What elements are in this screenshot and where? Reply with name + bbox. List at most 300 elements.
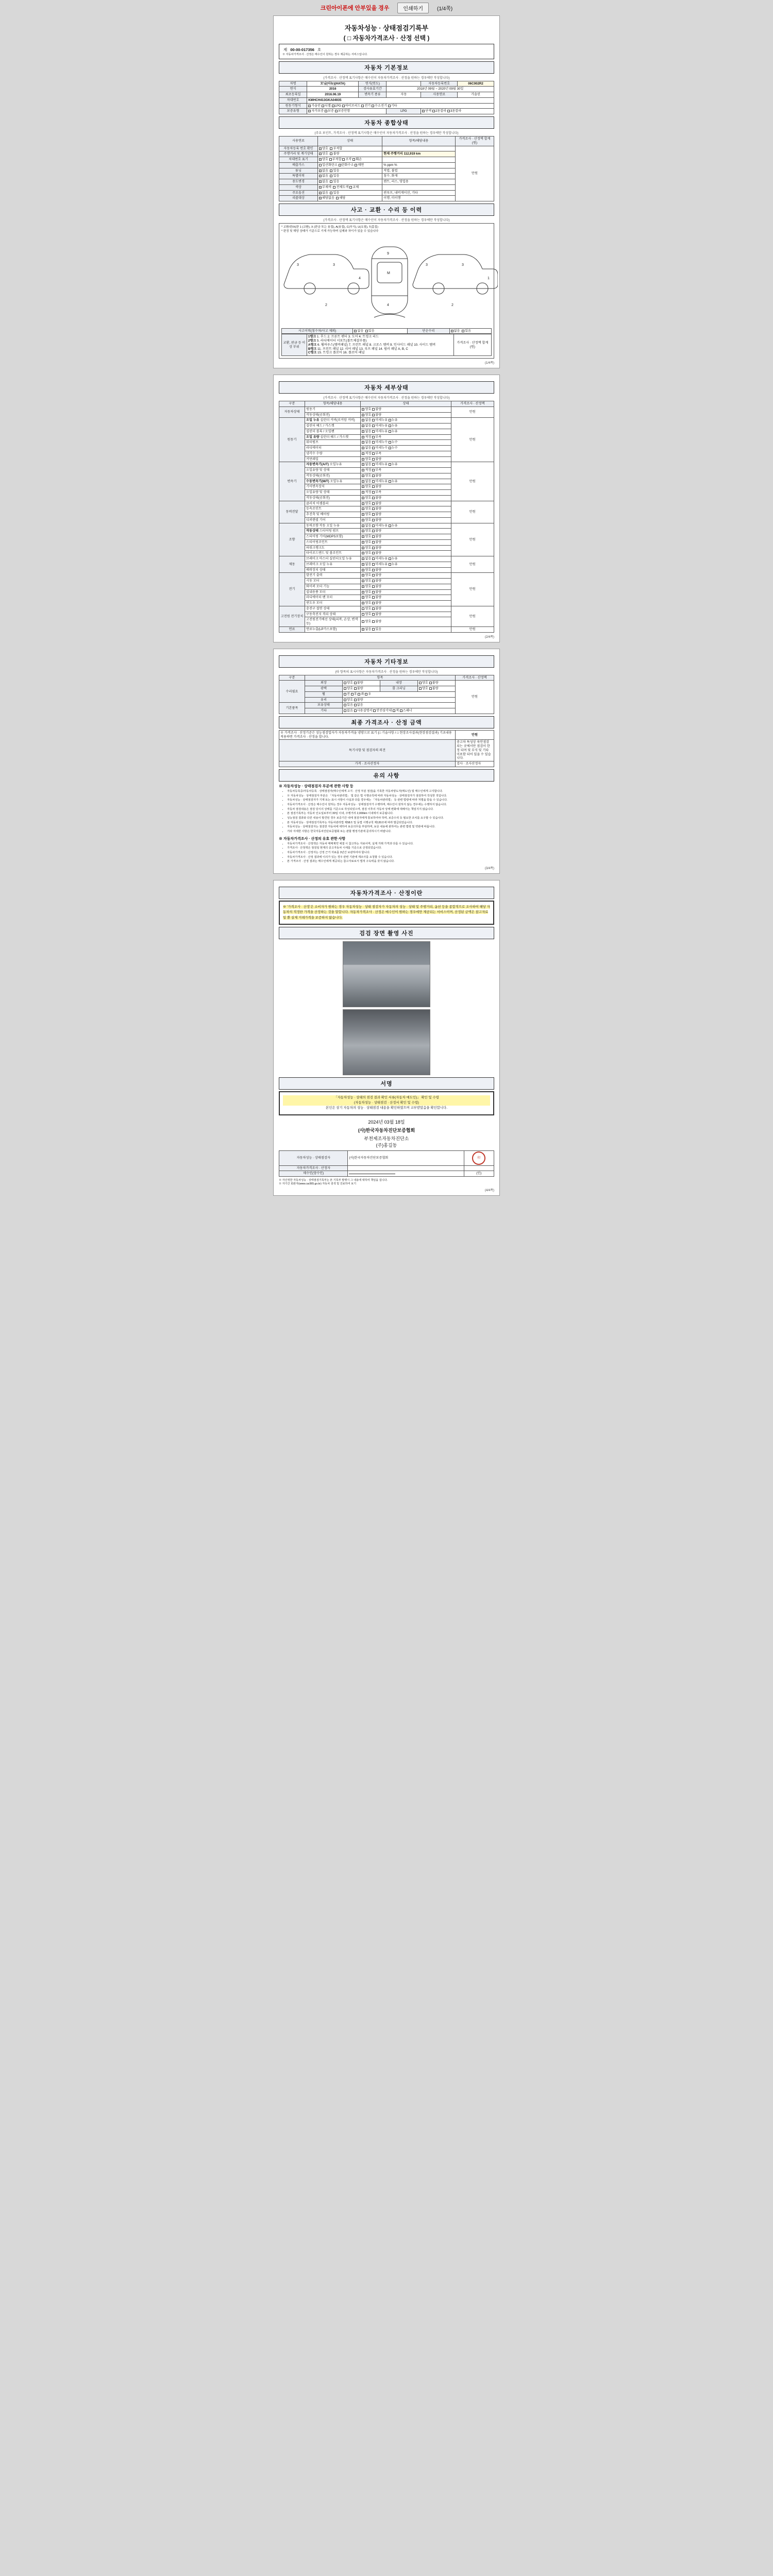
signature-company: (사)한국자동차진단보증협회 bbox=[358, 1127, 415, 1133]
row-options[interactable]: 없음 있음 bbox=[361, 626, 451, 632]
row-options[interactable]: 없음 미세누유 누유 bbox=[361, 479, 451, 484]
row-label: 추진축 및 베어링 bbox=[305, 512, 361, 518]
section-accident-note: (가격조사 · 산정액 표기사항은 매수인이 자동차가격조사 · 산정을 원하는 경우에만 작성합니다) bbox=[323, 219, 450, 223]
price-cell: 만원 bbox=[451, 406, 494, 418]
row-options[interactable]: 무채색 전체도색 교체 bbox=[318, 184, 382, 190]
parts-group: B랭크 11. 프런트 패널 12. 리어 패널 13. 루프 패널 14. 필러 패널 A, B, C bbox=[308, 347, 408, 351]
etc-table bbox=[279, 675, 494, 714]
row-label: 차대번호 표기 bbox=[279, 157, 318, 163]
caution-item: • 본 가격조사 · 산정 결과는 매수인에게 제공되는 참고자료로서 법적 구속력을 갖지 않습니다. bbox=[287, 860, 494, 864]
parts-group: 2랭크 5. 라디에이터 서포트(볼트체결부품) bbox=[308, 339, 367, 343]
seal-icon: 印 bbox=[472, 1151, 485, 1165]
row-options[interactable]: 없음 미세누유 누유 bbox=[361, 562, 451, 567]
row-options[interactable]: 없음 미세누유 누유 bbox=[361, 462, 451, 468]
signature-footer: ※ 자산정한 자동차성능 · 상태점검기록부는 본 기록부 발행시 그 내용에 대하여 책임을 집니다. bbox=[279, 1179, 388, 1182]
section-overall-note: (주요 포인트, 가격조사 · 산정액 표기사항은 매수인이 자동차가격조사 · 산정을 원하는 경우에만 작성합니다) bbox=[314, 132, 459, 135]
photo-area bbox=[279, 941, 494, 1075]
section-total-title: 최종 가격조사 · 산정 금액 bbox=[279, 716, 494, 728]
row-label: 자동차성능 · 상태점검자 bbox=[279, 1150, 348, 1165]
row-label: 오일 유량 실린더 헤드 / 가스켓 bbox=[305, 434, 361, 440]
warranty-options bbox=[307, 109, 386, 114]
cell-value: 자동 bbox=[386, 92, 421, 98]
row-label: 작동상태 스티어링 펌프 bbox=[305, 529, 361, 534]
section-detail-title: 자동차 세부상태 bbox=[279, 381, 494, 394]
col-header: 가격조사 · 산정액 bbox=[451, 401, 494, 407]
group-label: 전기 bbox=[279, 573, 305, 606]
row-options[interactable]: 양호 부적합 조작 훼손 bbox=[318, 157, 382, 163]
row-label: 내장 bbox=[380, 681, 417, 686]
row-options[interactable]: 양호 불량 bbox=[361, 512, 451, 518]
row-options[interactable]: 양호 불량 bbox=[361, 406, 451, 412]
row-label: 동력조향 작동 오일 누유 bbox=[305, 523, 361, 529]
car-outline-graphic bbox=[281, 234, 492, 327]
col-header: 사용연료 bbox=[279, 137, 318, 146]
fuel-opt[interactable]: 수소전기 bbox=[372, 104, 387, 108]
cell-label: 최초등록일 bbox=[279, 92, 307, 98]
parts-legend-title: 교환, 판금 등 이상 부위 bbox=[282, 334, 307, 356]
group-label: 자동차상태 bbox=[279, 406, 305, 418]
row-options[interactable]: 양호 불량 bbox=[361, 501, 451, 506]
row-options[interactable]: 양호 불량 bbox=[343, 697, 456, 703]
fuel-opt[interactable]: 하이브리드 bbox=[342, 104, 361, 108]
row-label: 보유상태 bbox=[305, 703, 343, 708]
doc-scope-note: ※ 자동차가격조사 · 산정은 매수인이 원하는 경우 제공하는 서비스입니다. bbox=[282, 53, 368, 56]
row-label: 클러치 어셈블리 bbox=[305, 501, 361, 506]
caution-item: • 자동차가격조사 · 산정자는 산정 근거 자료를 3년간 보관하여야 합니다. bbox=[287, 851, 494, 855]
parts-legend-body bbox=[307, 334, 453, 356]
row-options[interactable]: 양호 불량 bbox=[361, 545, 451, 551]
row-label: 기타 bbox=[305, 708, 343, 714]
row-options[interactable]: 양호 불량 bbox=[361, 589, 451, 595]
signature-org-sub: (주)홍길동 bbox=[376, 1142, 397, 1148]
row-options[interactable]: 양호 불량 bbox=[361, 412, 451, 418]
row-label: 라디에이터 bbox=[305, 446, 361, 451]
caution-list bbox=[284, 842, 494, 864]
row-options[interactable]: 양호 불량 bbox=[318, 151, 382, 157]
row-detail: 렌트, 리스, 영업용 bbox=[382, 179, 456, 185]
row-options[interactable]: 양호 불량 bbox=[361, 506, 451, 512]
price-cell: 만원 bbox=[451, 573, 494, 606]
row-label: 기어변속장치 bbox=[305, 484, 361, 490]
row-label: 충전구 절연 상태 bbox=[305, 606, 361, 612]
cell-label: 원동기형식 bbox=[279, 103, 307, 109]
row-options[interactable]: 없음 미세누유 누유 bbox=[361, 423, 451, 429]
row-label: 매수인(양수인) bbox=[279, 1171, 348, 1177]
row-options[interactable]: 양호 불량 bbox=[343, 686, 380, 692]
top-toolbar bbox=[0, 0, 773, 15]
overall-table bbox=[279, 136, 494, 201]
seal-stamp bbox=[464, 1150, 494, 1165]
row-detail bbox=[382, 146, 456, 151]
parts-group: A랭크 6. 휠하우스(멤버패널) 7. 프런트 패널 8. 크로스 멤버 9. 인사이드 패널 10. 사이드 멤버 bbox=[308, 343, 436, 347]
car-diagram-svg bbox=[281, 234, 498, 327]
row-value bbox=[348, 1165, 464, 1171]
row-label: 발전기 출력 bbox=[305, 573, 361, 579]
row-options[interactable]: 양호 불량 bbox=[361, 551, 451, 556]
row-label: 등속조인트 bbox=[305, 506, 361, 512]
color-opt[interactable]: 3톤칼라 bbox=[447, 109, 461, 113]
top-warning-text: 크린아이폰에 안부있을 경우 bbox=[320, 5, 390, 11]
row-label: 용도변경 bbox=[279, 179, 318, 185]
row-label: 디퍼렌셜 기어 bbox=[305, 517, 361, 523]
cell-value bbox=[386, 81, 421, 87]
page-footer: (2/4쪽) bbox=[484, 635, 494, 639]
row-options[interactable]: 양호 불량 bbox=[361, 495, 451, 501]
row-options[interactable]: 양호 불량 bbox=[361, 534, 451, 540]
row-options[interactable]: 없음 있음 bbox=[318, 168, 382, 174]
fuel-opt[interactable]: 전기 bbox=[361, 104, 371, 108]
row-label: 룸 크리닝 bbox=[380, 686, 417, 692]
inspection-photo-1 bbox=[343, 941, 430, 1007]
svg-text:2: 2 bbox=[325, 303, 327, 307]
section-signature-title: 서명 bbox=[279, 1077, 494, 1090]
page-2 bbox=[273, 375, 500, 642]
row-label: 브레이크 마스터 실린더오일 누유 bbox=[305, 556, 361, 562]
row-detail bbox=[382, 184, 456, 190]
row-options[interactable]: 양호 불량 bbox=[361, 595, 451, 601]
row-options[interactable]: 일산화탄소 탄화수소 매연 bbox=[318, 162, 382, 168]
caution-item: • 성능점검 결과와 다른 내용이 발견된 경우 보증기간 내에 점검자에게 통보하여야 하며, 보증수리 등 필요한 조치를 요구할 수 있습니다. bbox=[287, 817, 494, 821]
row-options[interactable]: 양호 불량 bbox=[361, 517, 451, 523]
diagram-legend-1: * 교환/판/X(판 1 (교환), X (판금 또는 용접), A(용접), C(부식), U(요철), T(흠집) bbox=[281, 226, 378, 229]
group-label: 동력전달 bbox=[279, 501, 305, 523]
doc-number-value: 00-00-017356 bbox=[290, 47, 314, 52]
cell-label: 차대번호 bbox=[279, 97, 307, 103]
accident-history-table bbox=[281, 328, 492, 334]
price-cell: 만원 bbox=[451, 462, 494, 501]
row-detail: % ppm % bbox=[382, 162, 456, 168]
cell-label: 검사유효기간 bbox=[359, 87, 386, 92]
row-options[interactable]: 양호 불량 bbox=[361, 529, 451, 534]
fuel-opt[interactable]: LPG bbox=[332, 104, 341, 108]
signature-notice-line: 「자동차성능 · 상태의 점검 결과 확인 서류(자동차 매도인)」 확인 및 수령 bbox=[283, 1095, 490, 1100]
total-note: ※ 가격조사 · 산정기준은 성능점검업자가 자동차가격을 냉방으로 표기 (□ 기술사항 / □ 현장조사결과(현장점검결과) 기초내용 적용하면 가격조사 · 산정을 합니다. bbox=[279, 730, 456, 740]
caution-item: • 기타 자세한 사항은 한국자동차진단보증협회 또는 관할 행정기관에 문의하시기 바랍니다. bbox=[287, 830, 494, 834]
caution-heading: ※ 자동차가격조사 · 산정의 유효 관한 사항 bbox=[279, 837, 346, 841]
caution-list bbox=[284, 790, 494, 834]
row-options[interactable]: 양호 불량 bbox=[361, 567, 451, 573]
doc-title: 자동차성능 · 상태점검기록부 ( □ 자동차가격조사 · 산정 선택 ) bbox=[343, 24, 430, 42]
basic-info-table bbox=[279, 81, 494, 115]
row-options[interactable]: 해당없음 해당 bbox=[318, 196, 382, 201]
row-detail: 썬루프, 내비게이션, 기타 bbox=[382, 190, 456, 196]
row-label: 와이퍼 모터 기능 bbox=[305, 584, 361, 589]
cell-label: 연식 bbox=[279, 87, 307, 92]
row-label: 워터펌프 bbox=[305, 440, 361, 446]
price-cell: 만원 bbox=[451, 501, 494, 523]
row-options[interactable]: 없음 있음 bbox=[318, 190, 382, 196]
row-label: 자동차가격조사 · 산정자 bbox=[279, 1165, 348, 1171]
svg-text:3: 3 bbox=[462, 263, 464, 267]
signature-contact: ※ 자기간 회관자(www.car365.go.kr) 자동차 검색 및 진료하여 보기 bbox=[279, 1182, 357, 1186]
row-options[interactable]: 없음 있음 bbox=[318, 179, 382, 185]
caution-item: • 본 자동차성능 · 상태점검기록부는 자동차관리법 제58조 및 동법 시행규칙 제120조에 따라 발급되었습니다. bbox=[287, 821, 494, 825]
svg-text:2: 2 bbox=[451, 303, 453, 307]
cell-value: 2016 bbox=[307, 87, 359, 92]
row-options[interactable]: 없음 미세누유 누유 bbox=[361, 429, 451, 434]
row-label: 작동상태(공회전) bbox=[305, 412, 361, 418]
row-value: (사)한국자동차진단보증협회 bbox=[348, 1150, 464, 1165]
signature-notice-line: (자동차성능 · 상태점검 · 산정서 확인 및 수령) bbox=[283, 1100, 490, 1106]
cell-value: KMHCH413GKA04935 bbox=[307, 97, 494, 103]
row-label: 자동변속기(A/T) 오일누유 bbox=[305, 462, 361, 468]
row-label: 작동상태(공회전) bbox=[305, 495, 361, 501]
price-definition-text: ※ '가격조사 · 산정'은 소비자가 원하는 경우 자동차성능 · 상태 점검자가 자동차의 성능 · 상태 및 주행거리, 옵션 등을 종합적으로 조사하여 해당 자동차의 적정한 가격을 산정하는 것을 말합니다. 자동차가격조사 · 산정은 매수인이 원하는 경우에만 제공되는 서비스이며, 산정된 금액은 참고자료일 뿐 실제 거래가격을 보증하지 않습니다. bbox=[283, 905, 490, 920]
print-button[interactable]: 인쇄하기 bbox=[397, 3, 429, 13]
total-unit: 만원 bbox=[455, 730, 494, 740]
caution-block-1 bbox=[279, 784, 494, 834]
fuel-opt[interactable]: 가솔린 bbox=[308, 104, 321, 108]
signature-notice bbox=[279, 1091, 494, 1115]
warranty-opt[interactable]: 보증안함 bbox=[335, 109, 350, 113]
price-cell: 만원 bbox=[451, 418, 494, 462]
row-label: 시동 모터 bbox=[305, 579, 361, 584]
page-4 bbox=[273, 880, 500, 1196]
row-options[interactable]: 적정 부족 bbox=[361, 468, 451, 473]
row-options[interactable]: 양호 불량 bbox=[361, 579, 451, 584]
cell-label: 자동차등록번호 bbox=[421, 81, 458, 87]
warranty-opt[interactable]: 보증 bbox=[325, 109, 334, 113]
detail-table bbox=[279, 401, 494, 633]
row-options[interactable]: 없음 있음 bbox=[353, 328, 408, 334]
row-options[interactable]: 양호 불량 bbox=[361, 601, 451, 606]
row-options[interactable]: 적정 부족 bbox=[361, 451, 451, 456]
svg-text:4: 4 bbox=[387, 303, 389, 307]
caution-item: • ※ 자동차성능 · 상태점검자 부분은 「자동차관리법」 및 같은 법 시행규칙에 따라 자동차성능 · 상태점검자가 점검하여 작성한 것입니다. bbox=[287, 794, 494, 799]
inspection-photo-2 bbox=[343, 1009, 430, 1075]
group-label: 고전원 전기장치 bbox=[279, 606, 305, 626]
parts-legend-table bbox=[281, 334, 492, 356]
row-options[interactable]: 없음 미세누유 누유 bbox=[361, 556, 451, 562]
row-options[interactable]: 없음 미세누수 누수 bbox=[361, 446, 451, 451]
svg-text:3: 3 bbox=[333, 263, 335, 267]
col-header: 가격조사 · 산정액 bbox=[455, 675, 494, 681]
group-label: 조향 bbox=[279, 523, 305, 556]
total-table bbox=[279, 730, 494, 767]
col-header: 상태 bbox=[318, 137, 382, 146]
group-label: 변속기 bbox=[279, 462, 305, 501]
cell-value: 2018년 09월 ~ 2020년 09월 30일 bbox=[386, 87, 494, 92]
row-options[interactable]: 없음 있음 bbox=[318, 174, 382, 179]
row-label: 튜닝 bbox=[279, 168, 318, 174]
page-footer: (3/4쪽) bbox=[484, 867, 494, 870]
cell-value: 모닝(더뉴)(HATA) bbox=[307, 81, 359, 87]
row-detail: 침수, 화재 bbox=[382, 174, 456, 179]
section-basic-title: 자동차 기본정보 bbox=[279, 61, 494, 74]
doc-number-box bbox=[279, 44, 494, 59]
cell-value: 가솔린 bbox=[458, 92, 494, 98]
warranty-opt[interactable]: 자가보증 bbox=[308, 109, 324, 113]
row-label: 단순수리 bbox=[408, 328, 449, 334]
col-header: 항목/해당내용 bbox=[305, 401, 361, 407]
row-value bbox=[348, 1171, 464, 1177]
row-options[interactable]: 양호 불량 bbox=[361, 606, 451, 612]
price-col-header: 가격조사 · 산정액 합계(원) bbox=[453, 334, 491, 356]
group-label: 수리필요 bbox=[279, 681, 305, 703]
row-label: 휠 bbox=[305, 691, 343, 697]
cell-label: 차명 bbox=[279, 81, 307, 87]
row-label: 오일 누유 실린더 커버(로커암 커버) bbox=[305, 418, 361, 423]
row-label: 라디에이터 팬 모터 bbox=[305, 595, 361, 601]
row-options[interactable]: 양호 불량 bbox=[361, 484, 451, 490]
cell-label: 변속기 종류 bbox=[359, 92, 386, 98]
svg-text:M: M bbox=[387, 271, 390, 275]
row-label: 색상 bbox=[279, 184, 318, 190]
caution-item: • 자동차성능 · 상태점검자가 기재 또는 표시 사항이 사실과 다를 경우에는 「자동차관리법」 등 관련 법령에 따라 처벌을 받을 수 있습니다. bbox=[287, 799, 494, 803]
row-label: 스티어링 기어(MDPS포함) bbox=[305, 534, 361, 540]
row-label: 스티어링조인트 bbox=[305, 539, 361, 545]
row-options[interactable]: 양호 불량 bbox=[361, 573, 451, 579]
price-basis-label: 가격 · 조사산정자 bbox=[279, 761, 456, 767]
row-label: 실린더 블록 / 오일팬 bbox=[305, 429, 361, 434]
row-label: 실내송풍 모터 bbox=[305, 589, 361, 595]
row-detail: 이행, 미이행 bbox=[382, 196, 456, 201]
cell-label: 사용연료 bbox=[421, 92, 458, 98]
price-cell: 만원 bbox=[455, 146, 494, 201]
damage-diagram bbox=[279, 223, 494, 359]
row-label: 오일유량 및 상태 bbox=[305, 490, 361, 496]
group-label: 제동 bbox=[279, 556, 305, 573]
row-options[interactable]: 전 후 좌 우 bbox=[343, 691, 456, 697]
row-options[interactable]: 양호 불량 bbox=[361, 584, 451, 589]
group-label: 기본품목 bbox=[279, 703, 305, 714]
row-options[interactable]: 양호 불량 bbox=[361, 473, 451, 479]
special-value: 중고차 특성상 육안점검 되는 곳에서만 점검이 한정 되며 및 부식 및 기타 미포함 되어 있을 수 있습니다. bbox=[455, 740, 494, 761]
price-basis-value: 검사 · 조사산정자 bbox=[455, 761, 494, 767]
page-footer: (4/4쪽) bbox=[484, 1189, 494, 1193]
price-cell: 만원 bbox=[451, 556, 494, 573]
color-label: LPG bbox=[386, 109, 421, 114]
row-label: 광택 bbox=[305, 686, 343, 692]
group-label: 연료 bbox=[279, 626, 305, 632]
caution-heading: ※ 자동차성능 · 상태점검자 부분에 관한 사항 등 bbox=[279, 784, 354, 788]
row-label: 작동상태(공회전) bbox=[305, 473, 361, 479]
row-label: 리콜대상 bbox=[279, 196, 318, 201]
section-overall-title: 자동차 종합상태 bbox=[279, 116, 494, 129]
caution-item: • 본 점검기록부는 자동차 인도일로부터 30일 이내, 주행거리 2,000km 이내에서 보증됩니다. bbox=[287, 812, 494, 816]
price-cell: 만원 bbox=[451, 606, 494, 626]
price-cell: 만원 bbox=[451, 626, 494, 632]
caution-item: • 자동차등록증/자동차등록 · 상태점검자(매수인에게 고지 · 산정 부분 점검)을 기록한 자동차양도자(매도인) 및 매수인에게 고지합니다. bbox=[287, 790, 494, 794]
price-definition-box bbox=[279, 901, 494, 925]
caution-item: • 자동차 점검내용은 점검 당시의 상태를 기준으로 작성되었으며, 점검 이후의 자동차 상태 변화에 대해서는 책임지지 않습니다. bbox=[287, 808, 494, 812]
price-cell: 만원 bbox=[455, 681, 494, 714]
row-options[interactable]: 없음 미세누수 누수 bbox=[361, 440, 451, 446]
row-label: 수동변속기(M/T) 오일누유 bbox=[305, 479, 361, 484]
row-label: 배력장치 상태 bbox=[305, 567, 361, 573]
group-label: 원동기 bbox=[279, 418, 305, 462]
color-opt[interactable]: 단색 bbox=[422, 109, 431, 113]
row-options[interactable]: 없음 있음 bbox=[449, 328, 491, 334]
signature-notice-line: 본인은 상기 자동차의 성능 · 상태점검 내용을 확인하였으며 교부받았음을 확인합니다. bbox=[326, 1106, 447, 1110]
section-basic-note: (가격조사 · 산정액 표기사항은 매수인이 자동차가격조사 · 산정을 원하는 경우에만 작성합니다) bbox=[323, 76, 450, 80]
row-label: 연료누출(LP가스포함) bbox=[305, 626, 361, 632]
col-header: 상태 bbox=[361, 401, 451, 407]
price-cell: 만원 bbox=[451, 523, 494, 556]
fuel-opt[interactable]: 디젤 bbox=[322, 104, 331, 108]
caution-item: • 자동차가격조사 · 산정액은 자동차 매매계약 체결 시 참고하는 자료이며, 실제 거래 가격과 다를 수 있습니다. bbox=[287, 842, 494, 846]
doc-number-label: 제 bbox=[283, 47, 288, 52]
caution-item: • 자동차가격조사 · 산정은 매수인이 원하는 경우 자동차성능 · 상태점검자가 수행하며, 매수인이 원하지 않는 경우에는 수행하지 않습니다. bbox=[287, 803, 494, 807]
row-label: 브레이크 오일 누유 bbox=[305, 562, 361, 567]
row-options[interactable]: 양호 불량 bbox=[361, 539, 451, 545]
cell-label: 연식(연도) bbox=[359, 81, 386, 87]
svg-text:1: 1 bbox=[488, 276, 490, 280]
row-label: 원동기 bbox=[305, 406, 361, 412]
parts-group: 1랭크 1. 후드 2. 프론트 펜더 3. 도어 4. 트렁크 리드 bbox=[308, 335, 379, 339]
col-header: 항목/해당내용 bbox=[382, 137, 456, 146]
row-options[interactable]: 양호 불량 bbox=[361, 612, 451, 617]
row-label: 사고이력(침수차/사고 제외) bbox=[282, 328, 353, 334]
row-options[interactable]: 양호 불량 bbox=[417, 681, 455, 686]
section-etc-title: 자동차 기타정보 bbox=[279, 655, 494, 668]
section-etc-note: (타 항목의 표시사항은 자동차가격조사 · 산정을 원하는 경우에만 작성합니다) bbox=[335, 670, 438, 674]
row-label: 파워크랭크도 bbox=[305, 545, 361, 551]
col-header: 구분 bbox=[279, 675, 305, 681]
row-options[interactable]: 양호 부적합 bbox=[318, 146, 382, 151]
row-options[interactable]: 적정 부족 bbox=[361, 434, 451, 440]
svg-text:3: 3 bbox=[297, 263, 299, 267]
fuel-options bbox=[307, 103, 494, 109]
row-options[interactable]: 없음 미세누유 누유 bbox=[361, 523, 451, 529]
cell-value: 2016.06.19 bbox=[307, 92, 359, 98]
col-header: 가격조사 · 산정액 합계(원) bbox=[455, 137, 494, 146]
row-label: 냉각수 수량 bbox=[305, 451, 361, 456]
svg-text:3: 3 bbox=[426, 263, 428, 267]
cell-value: 06C002R2 bbox=[458, 81, 494, 87]
row-label: 주요옵션 bbox=[279, 190, 318, 196]
row-label: 커먼레일 bbox=[305, 456, 361, 462]
doc-number-suffix: 호 bbox=[317, 47, 322, 52]
row-label: 자동차등록 번호 확인 bbox=[279, 146, 318, 151]
color-opt[interactable]: 2톤칼라 bbox=[432, 109, 446, 113]
row-label: 오일유량 및 상태 bbox=[305, 468, 361, 473]
row-options[interactable]: 있음 없음 bbox=[343, 703, 456, 708]
col-header: 구분 bbox=[279, 401, 305, 407]
svg-text:9: 9 bbox=[387, 251, 389, 256]
col-header: 항목 bbox=[305, 675, 456, 681]
caution-block-2 bbox=[279, 836, 494, 864]
section-caution-title: 유의 사항 bbox=[279, 769, 494, 782]
row-options[interactable]: 양호 불량 bbox=[417, 686, 455, 692]
row-options[interactable]: 없음 미세누유 누유 bbox=[361, 418, 451, 423]
row-options[interactable]: 없음 사용설명서 안전삼각대 잭 스패너 bbox=[343, 708, 456, 714]
signature-date: 2024년 03월 18일 bbox=[368, 1119, 405, 1125]
row-label: 구동축전지 격리 상태 bbox=[305, 612, 361, 617]
row-label: 주행거리 및 계기상태 bbox=[279, 151, 318, 157]
caution-item: • 자동차가격조사 · 산정 결과에 이의가 있는 경우 관련 기관에 재조사를 요청할 수 있습니다. bbox=[287, 856, 494, 860]
row-label: 고전원전기배선 상태(피복, 손상, 변색 등) bbox=[305, 617, 361, 627]
caution-item: • 자동차성능 · 상태점검자는 점검한 자동차에 대하여 보증의무를 부담하며, 보증 내용에 관하여는 관련 법령 및 약관에 따릅니다. bbox=[287, 825, 494, 829]
page-indicator: (1/4쪽) bbox=[437, 6, 453, 12]
row-options[interactable]: 적정 부족 bbox=[361, 490, 451, 496]
section-photo-title: 검검 장면 촬영 사진 bbox=[279, 927, 494, 939]
mileage-value: 현재 주행거리 112,919 km bbox=[382, 151, 456, 157]
section-accident-title: 사고 · 교환 · 수리 등 이력 bbox=[279, 204, 494, 216]
row-label: 타이로드엔드 및 볼조인트 bbox=[305, 551, 361, 556]
row-label: 윈도우 모터 bbox=[305, 601, 361, 606]
row-options[interactable]: 양호 불량 bbox=[361, 617, 451, 627]
diagram-legend-2: * 판정 및 해당 상태가 기준으로 기재 가능하며 실제와 차이가 있을 수 있습니다 bbox=[281, 229, 379, 233]
row-label: 실린더 헤드 / 가스켓 bbox=[305, 423, 361, 429]
row-options[interactable]: 양호 불량 bbox=[361, 456, 451, 462]
signature-org: 부천제조자동차진단소 bbox=[364, 1136, 409, 1141]
seal-placeholder bbox=[464, 1165, 494, 1171]
row-options[interactable]: 양호 불량 bbox=[343, 681, 380, 686]
section-detail-note: (가격조사 · 산정액 표기사항은 매수인이 자동차가격조사 · 산정을 원하는 경우에만 작성합니다) bbox=[323, 397, 450, 400]
fuel-opt[interactable]: 기타 bbox=[388, 104, 397, 108]
caution-item: • 가격조사 · 산정액은 점검일 현재의 중고자동차 시세를 기준으로 산정되었습니다. bbox=[287, 846, 494, 851]
